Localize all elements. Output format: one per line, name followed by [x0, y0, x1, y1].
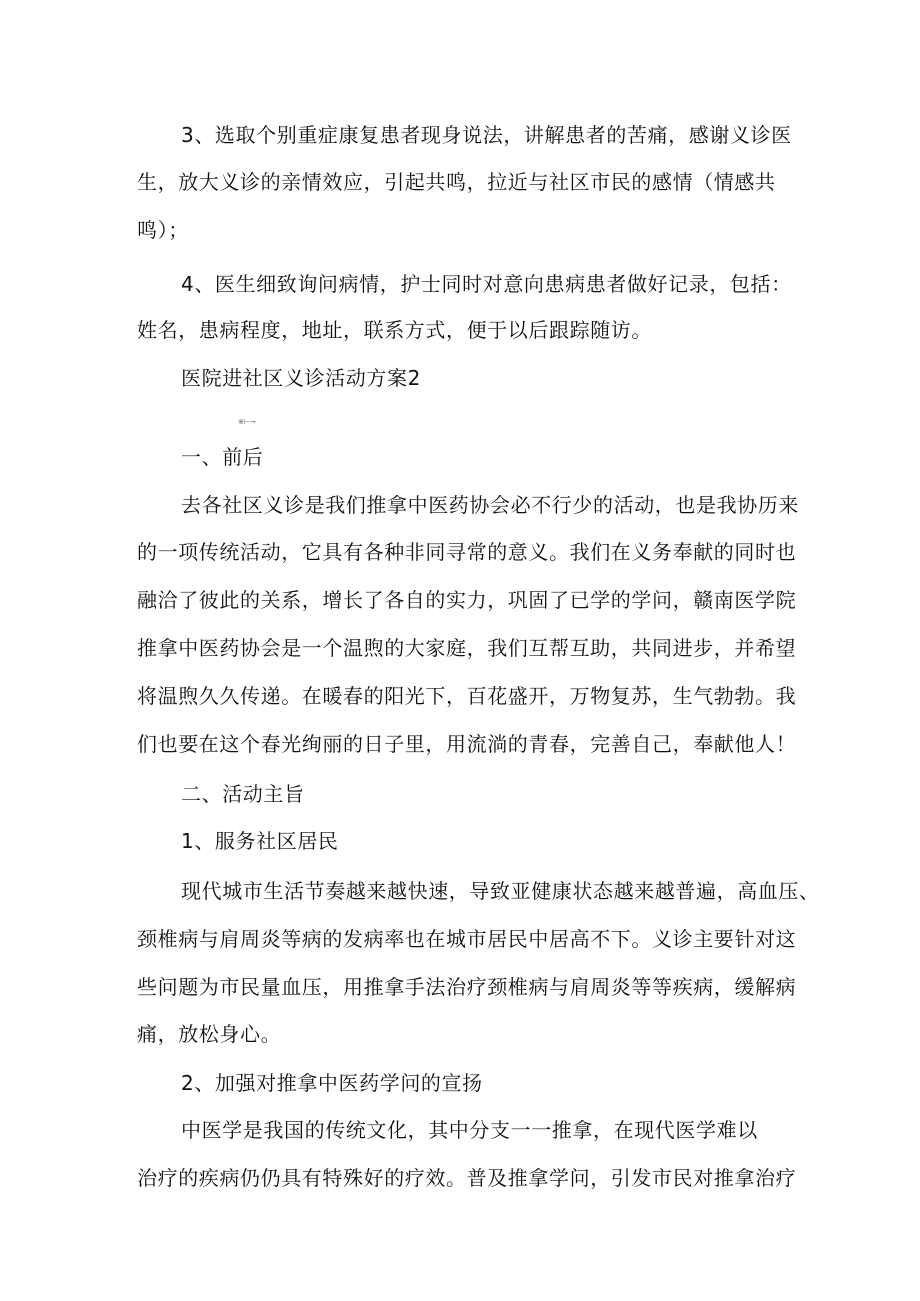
heading: 1、服务社区居民 — [181, 829, 339, 853]
heading: 2、加强对推拿中医药学问的宣扬 — [181, 1071, 483, 1095]
text-line: 些问题为市民量血压，用推拿手法治疗颈椎病与肩周炎等等疾病，缓解病 — [137, 975, 797, 999]
text-line: 中医学是我国的传统文化，其中分支一一推拿，在现代医学难以 — [181, 1118, 758, 1142]
text-line: 们也要在这个春光绚丽的日子里，用流淌的青春，完善自己，奉献他人！ — [137, 732, 797, 756]
text-line: 去各社区义诊是我们推拿中医药协会必不行少的活动，也是我协历来 — [181, 493, 799, 517]
text-line: 4、医生细致询问病情，护士同时对意向患病患者做好记录，包括： — [181, 272, 792, 296]
text-line: 鸣）； — [137, 218, 189, 242]
text-line: 融洽了彼此的关系，增长了各自的实力，巩固了已学的学问，赣南医学院 — [137, 588, 797, 612]
small-mark: ※⊢¬ — [238, 418, 256, 426]
text-line: 痛，放松身心。 — [137, 1022, 282, 1046]
text-line: 现代城市生活节奏越来越快速，导致亚健康状态越来越普遍，高血压、 — [181, 879, 820, 903]
text-line: 颈椎病与肩周炎等病的发病率也在城市居民中居高不下。义诊主要针对这 — [137, 927, 797, 951]
section-title: 医院进社区义诊活动方案2 — [181, 366, 421, 390]
text-line: 生，放大义诊的亲情效应，引起共鸣，拉近与社区市民的感情（情感共 — [137, 170, 776, 194]
text-line: 3、选取个别重症康复患者现身说法，讲解患者的苦痛，感谢义诊医 — [181, 123, 792, 147]
text-line: 姓名，患病程度，地址，联系方式，便于以后跟踪随访。 — [137, 318, 652, 342]
heading: 一、前后 — [181, 445, 264, 469]
heading: 二、活动主旨 — [181, 782, 305, 806]
text-line: 的一项传统活动，它具有各种非同寻常的意义。我们在义务奉献的同时也 — [137, 540, 797, 564]
text-line: 将温煦久久传递。在暖春的阳光下，百花盛开，万物复苏，生气勃勃。我 — [137, 684, 797, 708]
text-line: 治疗的疾病仍仍具有特殊好的疗效。普及推拿学问，引发市民对推拿治疗 — [137, 1166, 797, 1190]
text-line: 推拿中医药协会是一个温煦的大家庭，我们互帮互助，共同进步，并希望 — [137, 636, 797, 660]
